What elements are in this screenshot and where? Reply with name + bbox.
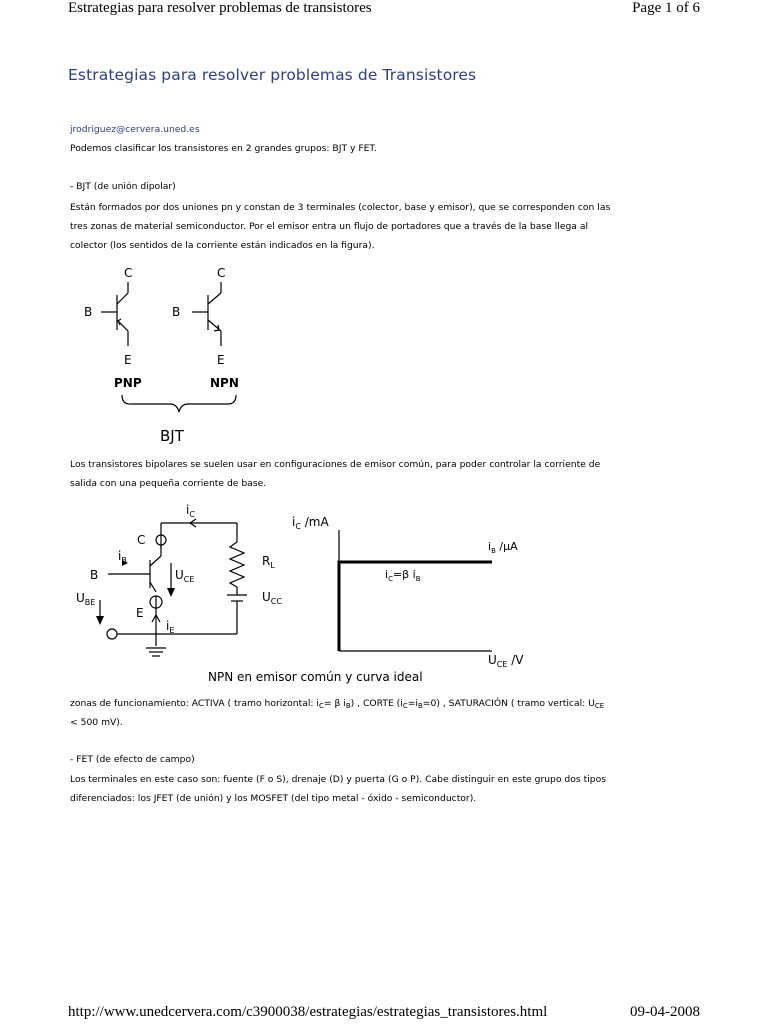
bjt-paragraph-line: Están formados por dos uniones pn y constan de 3 terminales (colector, base y emisor), que se corresponden con las xyxy=(70,202,611,213)
fet-paragraph-line: Los terminales en este caso son: fuente (F o S), drenaje (D) y puerta (G o P). Cabe distinguir en este grupo dos tipos xyxy=(70,774,606,785)
ube-label: $U_{BE}$ xyxy=(76,591,96,607)
ie-label: $i_E$ xyxy=(166,619,175,635)
pnp-base-label: B xyxy=(84,305,93,319)
zones-paragraph: zonas de funcionamiento: ACTIVA ( tramo horizontal: $i_C= \beta$ $i_B$) , CORTE $(i_C=i_B=0)$ , SATURACIÓN ( tramo vertical: $U_{CE}$ xyxy=(70,698,605,710)
y-axis-label: $i_C$ /mA xyxy=(292,515,329,531)
bjt-group-label: BJT xyxy=(160,427,184,445)
emitter-label: E xyxy=(136,606,144,620)
pnp-label: PNP xyxy=(114,376,142,390)
fet-heading: - FET (de efecto de campo) xyxy=(70,754,195,765)
uce-label: $U_{CE}$ xyxy=(175,568,195,584)
rl-label: $R_L$ xyxy=(262,554,275,570)
bjt-paragraph-line: tres zonas de material semiconductor. Por el emisor entra un flujo de portadores que a través de la base llega al xyxy=(70,221,589,232)
ic-label: $i_C$ xyxy=(186,503,195,519)
npn-base-label: B xyxy=(172,305,181,319)
uce-arrow-head xyxy=(167,588,175,597)
ib-label: $i_B$ xyxy=(118,549,127,565)
npn-label: NPN xyxy=(210,376,239,390)
bjt-heading: - BJT (de unión dipolar) xyxy=(70,181,176,192)
header-doc-title: Estrategias para resolver problemas de transistores xyxy=(68,0,372,16)
pnp-collector-label: C xyxy=(124,266,133,280)
intro-paragraph: Podemos clasificar los transistores en 2 grandes grupos: BJT y FET. xyxy=(70,143,377,154)
ucc-label: $U_{CC}$ xyxy=(262,590,282,606)
npn-collector-label: C xyxy=(217,266,226,280)
bipolar-paragraph-line: salida con una pequeña corriente de base. xyxy=(70,478,267,489)
load-resistor xyxy=(230,542,244,587)
footer-date: 09-04-2008 xyxy=(630,1004,700,1020)
active-relation-label: $i_C=\beta$ $i_B$ xyxy=(385,568,421,583)
ube-arrow-head xyxy=(96,616,104,625)
x-axis-label: $U_{CE}$ /V xyxy=(488,653,524,669)
zones-paragraph-line: < 500 mV). xyxy=(70,717,123,728)
fet-paragraph-line: diferenciados: los JFET (de unión) y los MOSFET (del tipo metal - óxido - semiconductor). xyxy=(70,793,477,804)
collector-label: C xyxy=(137,533,146,547)
bipolar-paragraph-line: Los transistores bipolares se suelen usar en configuraciones de emisor común, para poder controlar la corriente de xyxy=(70,459,601,470)
base-label: B xyxy=(90,568,99,582)
page-title: Estrategias para resolver problemas de Transistores xyxy=(68,66,477,84)
figure-caption: NPN en emisor común y curva ideal xyxy=(208,670,423,684)
ib-parameter-label: $i_B$ /µA xyxy=(488,540,518,555)
npn-emitter-label: E xyxy=(217,353,225,367)
footer-url[interactable]: http://www.unedcervera.com/c3900038/estrategias/estrategias_transistores.html xyxy=(68,1004,548,1020)
email-link[interactable]: jrodriguez@cervera.uned.es xyxy=(70,124,200,135)
header-page-number: Page 1 of 6 xyxy=(632,0,700,16)
bjt-paragraph-line: colector (los sentidos de la corriente están indicados en la figura). xyxy=(70,240,375,251)
pnp-emitter-label: E xyxy=(124,353,132,367)
page-footer xyxy=(68,1004,700,1021)
